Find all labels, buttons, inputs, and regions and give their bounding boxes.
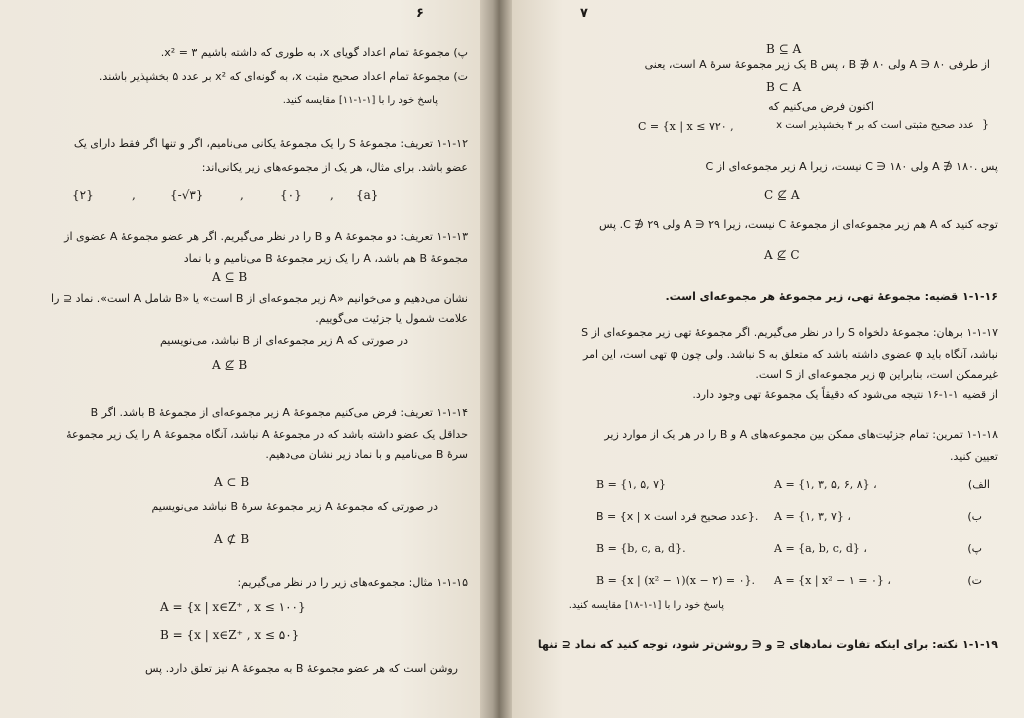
- text-line: پاسخ خود را با [۱-۱-۱۱] مقایسه کنید.: [282, 95, 438, 106]
- book-gutter: [480, 0, 512, 718]
- text-line: C زیر مجموعه‌ای از A نیست، زیرا C ∋ ۱۸۰ ولی A ∌ ۱۸۰. پس: [705, 160, 998, 173]
- exercise-set-a: A = {۱, ۳, ۵, ۶, ۸} ،: [774, 478, 877, 491]
- note-heading: ۱-۱-۱۹ نکته: برای اینکه تفاوت نمادهای ⊆ و ∈ روشن‌تر شود، توجه کنید که نماد ⊆ تنها: [537, 638, 998, 651]
- text-line: مجموعهٔ B هم باشد، A را یک زیر مجموعهٔ B می‌نامیم و با نماد: [183, 252, 468, 265]
- exercise-set-a: A = {۱, ۳, ۷} ،: [774, 510, 851, 523]
- separator: ,: [132, 188, 136, 202]
- exercise-set-b: B = {۱, ۵, ۷}: [596, 478, 667, 491]
- singleton-example: {۲}: [72, 188, 94, 202]
- formula: B ⊂ A: [766, 80, 802, 94]
- text-line: پاسخ خود را با [۱-۱-۱۸] مقایسه کنید.: [568, 600, 724, 611]
- text-line: عضو باشد. برای مثال، هر یک از مجموعه‌های زیر یکانی‌اند:: [201, 161, 468, 174]
- formula: C ⊈ A: [764, 188, 800, 202]
- proof-heading: ۱-۱-۱۷ برهان: مجموعهٔ دلخواه S را در نظر می‌گیریم. اگر مجموعهٔ تهی زیر مجموعه‌ای از S: [581, 326, 998, 339]
- separator: ,: [330, 188, 334, 202]
- text-line: پ) مجموعهٔ تمام اعداد گویای x، به طوری که داشته باشیم x² = ۳.: [160, 46, 468, 59]
- exercise-label: الف): [967, 478, 990, 491]
- formula: A ⊄ B: [214, 532, 250, 546]
- separator: ,: [240, 188, 244, 202]
- text-line: در صورتی که مجموعهٔ A زیر مجموعهٔ سرهٔ B نباشد می‌نویسیم: [151, 500, 438, 513]
- exercise-set-a: A = {a, b, c, d} ،: [774, 542, 867, 555]
- formula: B ⊆ A: [766, 42, 802, 56]
- formula: A ⊈ B: [212, 358, 248, 372]
- text-line: غیرممکن است، بنابراین φ زیر مجموعه‌ای از S است.: [755, 368, 998, 381]
- right-page: [512, 0, 1024, 718]
- exercise-set-b: B = {b, c, a, d}.: [596, 542, 686, 555]
- page-number: ۷: [580, 6, 588, 21]
- text-line: نباشد، آنگاه باید φ عضوی داشته باشد که متعلق به S نباشد. ولی چون φ تهی است، این امر: [583, 348, 998, 361]
- formula: C = {x | x ≤ ۷۲۰ ,: [638, 120, 734, 133]
- text-line: نشان می‌دهیم و می‌خوانیم «A زیر مجموعه‌ای از B است» یا «B شامل A است». نماد ⊆ را: [51, 292, 468, 305]
- left-page: [0, 0, 498, 718]
- text-line: از طرفی A ∋ ۸۰ ولی B ∌ ۸۰ ، پس B یک زیر مجموعهٔ سرهٔ A است، یعنی: [644, 58, 990, 71]
- definition-heading: ۱-۱-۱۴ تعریف: فرض می‌کنیم مجموعهٔ A زیر مجموعه‌ای از مجموعهٔ B باشد. اگر B: [90, 406, 468, 419]
- formula: A ⊂ B: [214, 475, 250, 489]
- text-line: در صورتی که A زیر مجموعه‌ای از B نباشد، می‌نویسیم: [159, 334, 408, 347]
- text-line: توجه کنید که A هم زیر مجموعه‌ای از مجموعهٔ C نیست، زیرا A ∋ ۲۹ ولی C ∌ ۲۹. پس: [599, 218, 998, 231]
- formula: A ⊈ C: [764, 248, 800, 262]
- exercise-set-b: B = {x | x عدد صحیح فرد است}.: [596, 510, 759, 523]
- page-number: ۶: [416, 6, 424, 21]
- exercise-label: ب): [967, 510, 982, 523]
- formula: B = {x | x∈Z⁺ , x ≤ ۵۰}: [160, 628, 300, 642]
- formula: A ⊆ B: [212, 270, 248, 284]
- exercise-set-a: A = {x | x² − ۱ = ۰} ،: [774, 574, 891, 587]
- singleton-example: {۰}: [280, 188, 302, 202]
- exercise-label: پ): [967, 542, 982, 555]
- singleton-example: {a}: [356, 188, 379, 202]
- text-line: x عدد صحیح مثبتی است که بر ۴ بخشپذیر است: [776, 120, 974, 131]
- definition-heading: ۱-۱-۱۲ تعریف: مجموعهٔ S را یک مجموعهٔ یکانی می‌نامیم، اگر و تنها اگر فقط دارای یک: [73, 137, 468, 150]
- text-line: اکنون فرض می‌کنیم که: [768, 100, 874, 113]
- formula: }: [982, 118, 989, 131]
- definition-heading: ۱-۱-۱۳ تعریف: دو مجموعهٔ A و B را در نظر می‌گیریم. اگر هر عضو مجموعهٔ A عضوی از: [64, 230, 468, 243]
- text-line: تعیین کنید.: [949, 450, 998, 463]
- text-line: از قضیه ۱-۱-۱۶ نتیجه می‌شود که دقیقاً یک مجموعهٔ تهی وجود دارد.: [692, 388, 998, 401]
- exercise-heading: ۱-۱-۱۸ تمرین: تمام جزئیت‌های ممکن بین مجموعه‌های A و B را در هر یک از موارد زیر: [604, 428, 998, 441]
- text-line: علامت شمول یا جزئیت می‌گوییم.: [315, 312, 468, 325]
- exercise-set-b: B = {x | (x² − ۱)(x − ۲) = ۰}.: [596, 574, 756, 587]
- formula: A = {x | x∈Z⁺ , x ≤ ۱۰۰}: [160, 600, 306, 614]
- exercise-label: ت): [967, 574, 982, 587]
- text-line: حداقل یک عضو داشته باشد که در مجموعهٔ A نباشد، آنگاه مجموعهٔ A را یک زیر مجموعهٔ: [66, 428, 468, 441]
- text-line: روشن است که هر عضو مجموعهٔ B به مجموعهٔ A نیز تعلق دارد. پس: [145, 662, 458, 675]
- example-heading: ۱-۱-۱۵ مثال: مجموعه‌های زیر را در نظر می‌گیریم:: [237, 576, 468, 589]
- text-line: سرهٔ B می‌نامیم و با نماد زیر نشان می‌دهیم.: [265, 448, 468, 461]
- theorem-heading: ۱-۱-۱۶ قضیه: مجموعهٔ تهی، زیر مجموعهٔ هر مجموعه‌ای است.: [665, 290, 998, 303]
- singleton-example: {-√۳}: [170, 188, 204, 202]
- text-line: ت) مجموعهٔ تمام اعداد صحیح مثبت x، به گونه‌ای که x² بر عدد ۵ بخشپذیر باشند.: [98, 70, 468, 83]
